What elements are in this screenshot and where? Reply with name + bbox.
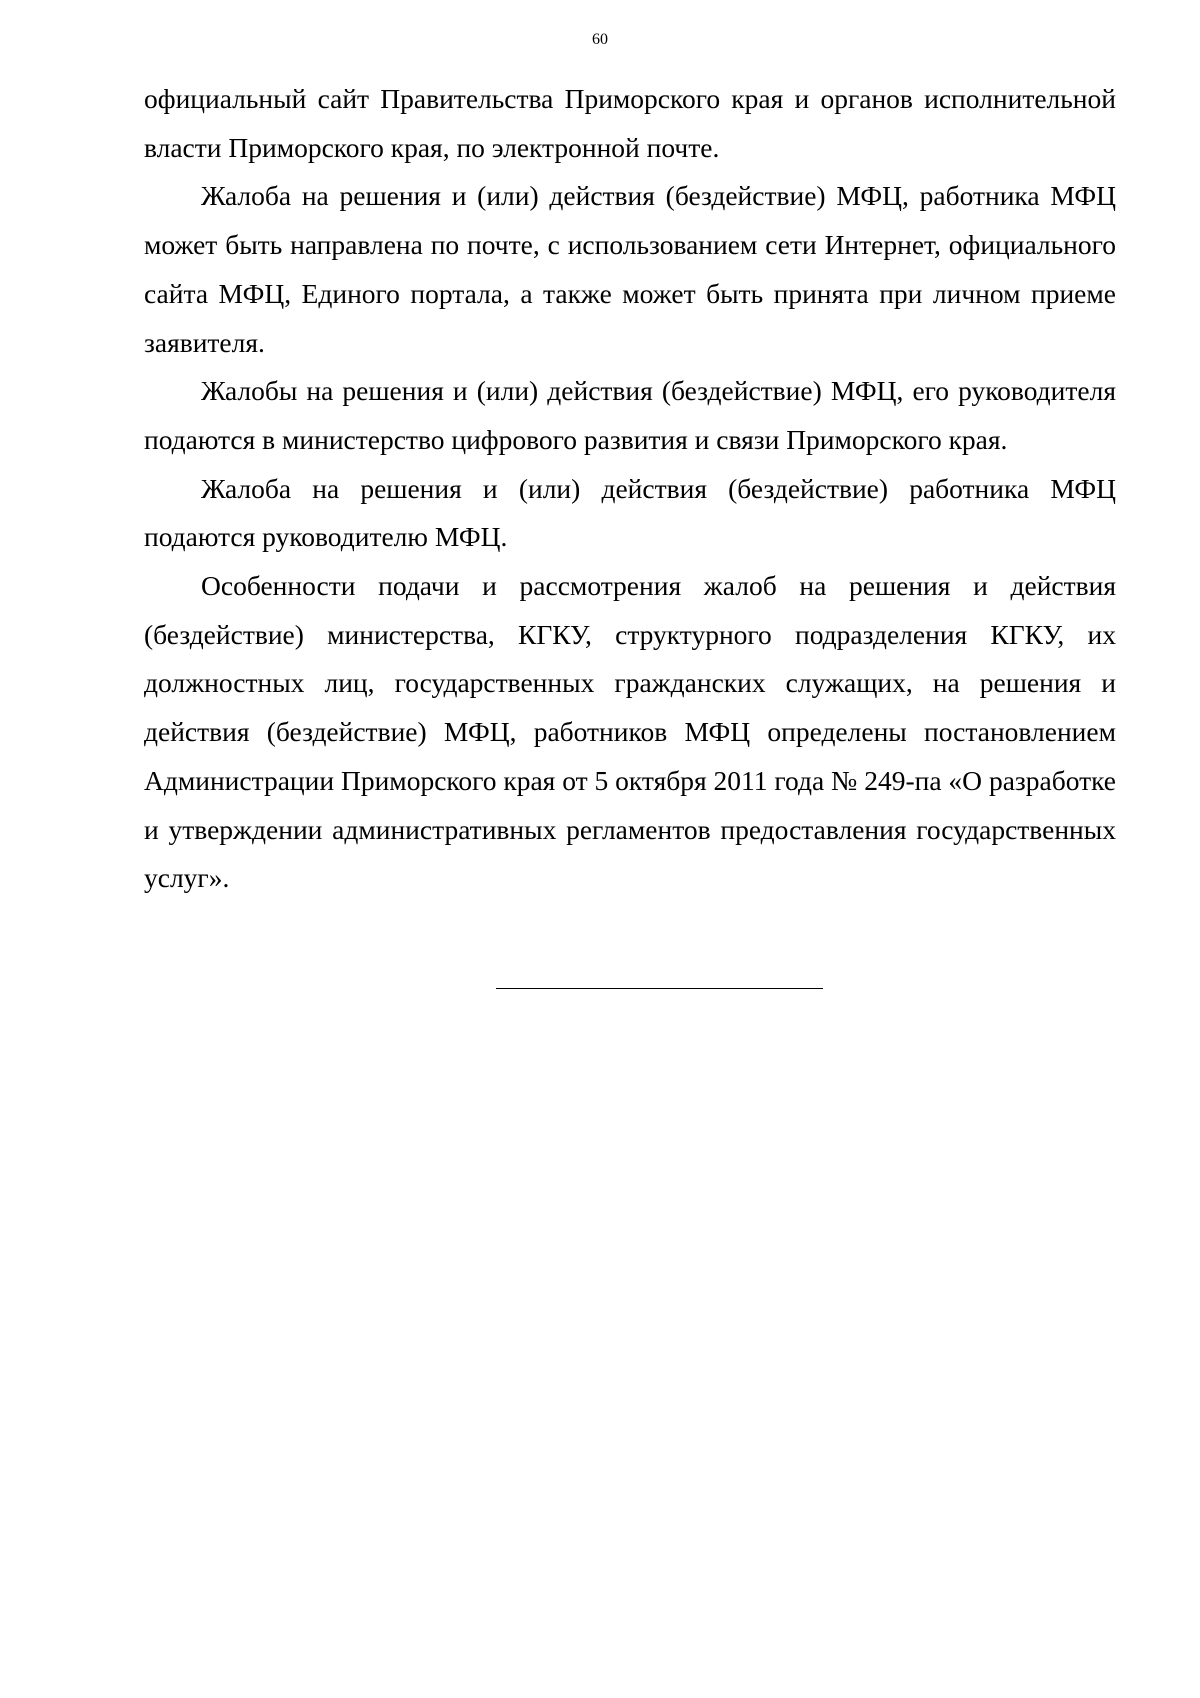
paragraph-complaint-mfc-submission: Жалоба на решения и (или) действия (бездействие) МФЦ, работника МФЦ может быть направлена по почте, с использованием сети Интернет, официального сайта МФЦ, Единого портала, а также может быть принята при личном приеме заявителя. — [144, 180, 1116, 358]
document-body — [144, 75, 1116, 903]
paragraph-complaint-procedure-features: Особенности подачи и рассмотрения жалоб на решения и действия (бездействие) министерства, КГКУ, структурного подразделения КГКУ, их должностных лиц, государственных гражданских служащих, на решения и действия (бездействие) МФЦ, работников МФЦ определены постановлением Администрации Приморского края от 5 октября 2011 года № 249-па «О разработке и утверждении административных регламентов предоставления государственных услуг». — [144, 570, 1116, 894]
paragraph-complaint-mfc-employee: Жалоба на решения и (или) действия (бездействие) работника МФЦ подаются руководителю МФЦ. — [144, 472, 1116, 553]
closing-divider-line — [496, 988, 823, 989]
paragraph-continuation: официальный сайт Правительства Приморского края и органов исполнительной власти Приморского края, по электронной почте. — [144, 83, 1116, 163]
paragraph-complaint-mfc-head: Жалобы на решения и (или) действия (бездействие) МФЦ, его руководителя подаются в министерство цифрового развития и связи Приморского края. — [144, 375, 1116, 455]
page-number: 60 — [592, 31, 608, 48]
